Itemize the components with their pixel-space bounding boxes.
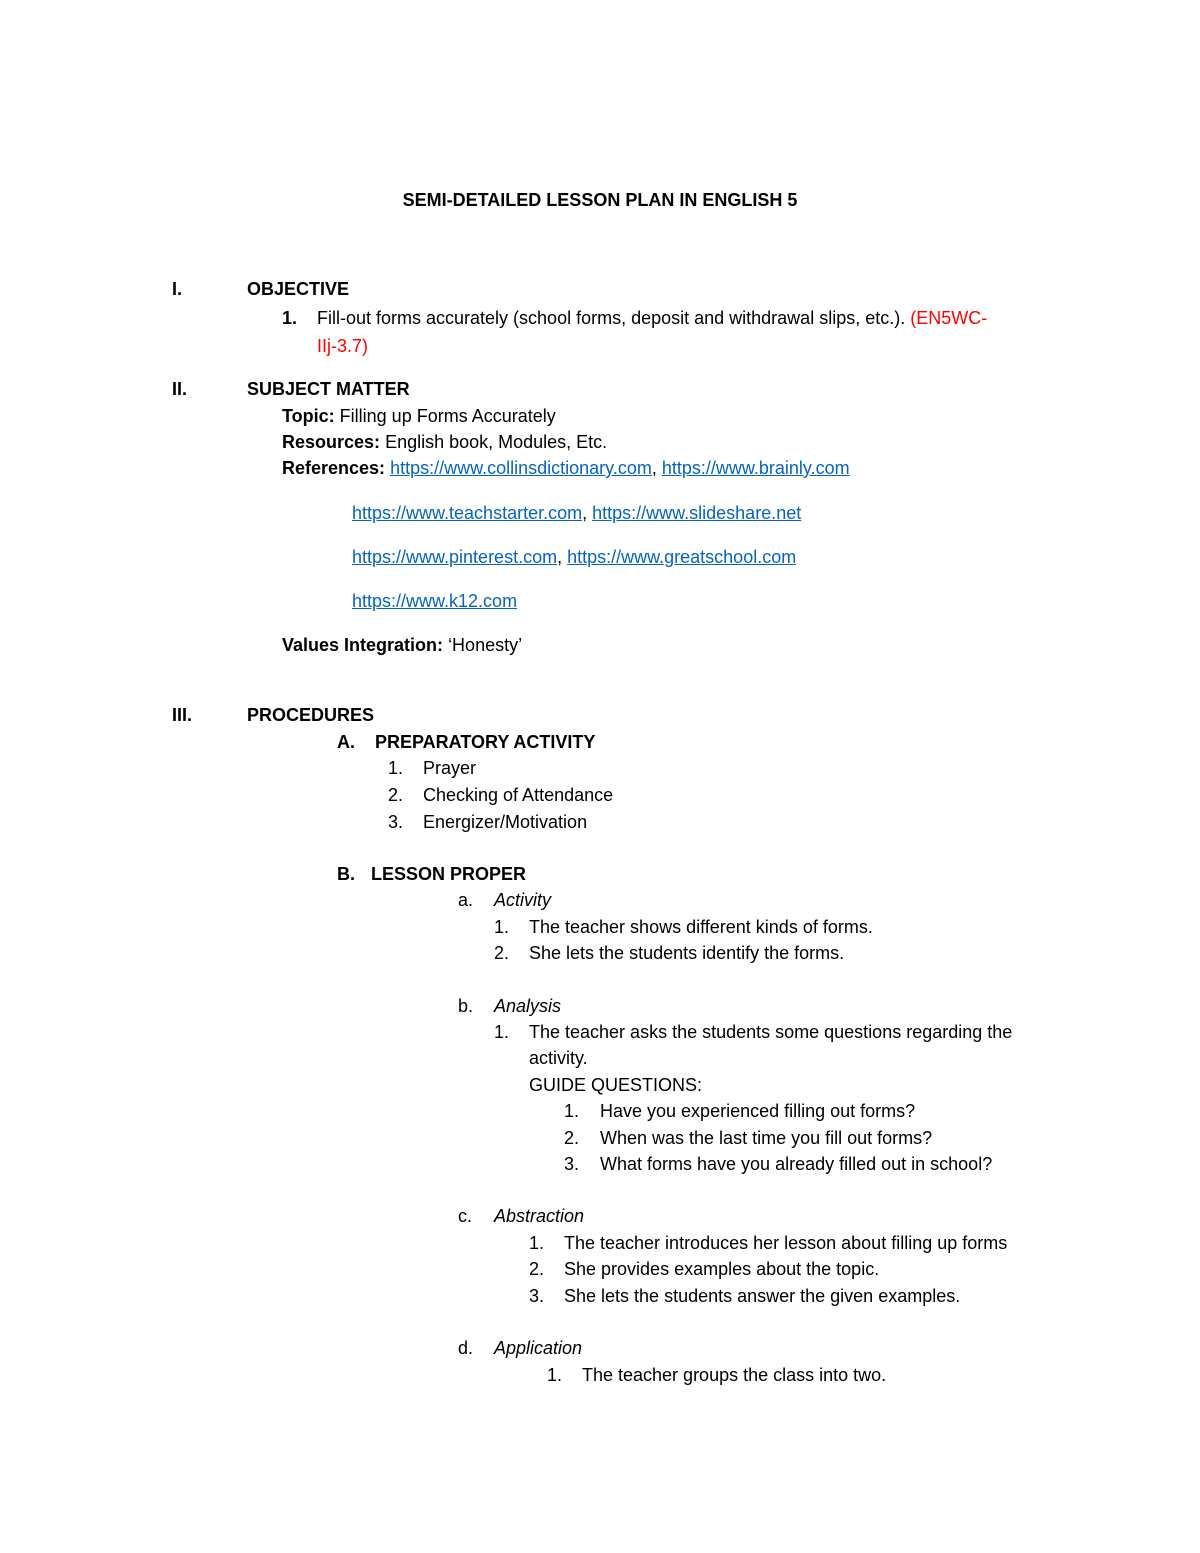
- guide-question-text: Have you experienced filling out forms?: [600, 1101, 916, 1121]
- subsection-heading-preparatory: PREPARATORY ACTIVITY: [375, 732, 596, 752]
- document-title: SEMI-DETAILED LESSON PLAN IN ENGLISH 5: [402, 190, 798, 210]
- reference-link-k12[interactable]: https://www.k12.com: [352, 591, 518, 611]
- list-item-text: She lets the students identify the forms.: [529, 943, 845, 963]
- topic-row: [282, 405, 556, 427]
- part-letter-activity: a.: [458, 890, 474, 910]
- list-item-text: The teacher asks the students some questions regarding the: [529, 1022, 1013, 1042]
- list-item-text: Checking of Attendance: [423, 785, 614, 805]
- list-item: 1.: [388, 758, 404, 778]
- list-item-text: Energizer/Motivation: [423, 812, 588, 832]
- part-label-analysis: Analysis: [494, 996, 562, 1016]
- list-item: 1.: [529, 1233, 545, 1253]
- reference-link-pinterest[interactable]: https://www.pinterest.com: [352, 547, 558, 567]
- section-heading-objective: OBJECTIVE: [247, 279, 350, 299]
- values-integration-row: [282, 634, 522, 656]
- list-item-text: She provides examples about the topic.: [564, 1259, 880, 1279]
- references-row-2: https://www.teachstarter.com, https://www.slideshare.net: [352, 503, 802, 523]
- objective-item-text: Fill-out forms accurately (school forms, deposit and withdrawal slips, etc.). (EN5WC-: [317, 308, 988, 328]
- list-item: 2.: [529, 1259, 545, 1279]
- list-item-text: The teacher shows different kinds of forms.: [529, 917, 873, 937]
- guide-question: 1.: [564, 1101, 580, 1121]
- guide-question-text: When was the last time you fill out forms?: [600, 1128, 933, 1148]
- guide-questions-heading: GUIDE QUESTIONS:: [529, 1075, 703, 1095]
- resources-row: [282, 431, 607, 453]
- section-numeral-procedures: III.: [172, 705, 193, 725]
- part-letter-abstraction: c.: [458, 1206, 473, 1226]
- reference-link-slideshare[interactable]: https://www.slideshare.net: [592, 503, 802, 523]
- part-label-application: Application: [494, 1338, 583, 1358]
- reference-link-greatschool[interactable]: https://www.greatschool.com: [567, 547, 797, 567]
- part-letter-application: d.: [458, 1338, 474, 1358]
- subsection-letter-preparatory: A.: [337, 732, 355, 752]
- section-numeral-subject-matter: II.: [172, 379, 188, 399]
- list-item: 2.: [388, 785, 404, 805]
- list-item: 1.: [547, 1365, 563, 1385]
- topic-label: Topic:: [282, 406, 335, 426]
- list-item-text: She lets the students answer the given examples.: [564, 1286, 961, 1306]
- guide-question-text: What forms have you already filled out in school?: [600, 1154, 993, 1174]
- list-item: 3.: [388, 812, 404, 832]
- values-integration-label: Values Integration:: [282, 635, 444, 655]
- guide-question: 3.: [564, 1154, 580, 1174]
- resources-value: English book, Modules, Etc.: [385, 432, 608, 452]
- section-heading-procedures: PROCEDURES: [247, 705, 375, 725]
- references-row: References: https://www.collinsdictionary.com, https://www.brainly.com: [282, 458, 850, 478]
- section-heading-subject-matter: SUBJECT MATTER: [247, 379, 410, 399]
- list-item-text: The teacher groups the class into two.: [582, 1365, 887, 1385]
- list-item-text: The teacher introduces her lesson about filling up forms: [564, 1233, 1008, 1253]
- list-item-text-continued: activity.: [529, 1048, 588, 1068]
- guide-question: 2.: [564, 1128, 580, 1148]
- subsection-letter-lesson-proper: B.: [337, 864, 355, 884]
- objective-code-continued: IIj-3.7): [317, 336, 369, 356]
- reference-link-brainly[interactable]: https://www.brainly.com: [661, 458, 850, 478]
- list-item: 1.: [494, 1022, 510, 1042]
- objective-item-number: 1.: [282, 308, 298, 328]
- references-row-4: [352, 590, 517, 612]
- objective-code: (EN5WC-: [910, 308, 988, 328]
- list-item: 1.: [494, 917, 510, 937]
- references-row-3: https://www.pinterest.com, https://www.greatschool.com: [352, 547, 797, 567]
- reference-link-teachstarter[interactable]: https://www.teachstarter.com: [352, 503, 583, 523]
- references-label: References:: [282, 458, 386, 478]
- resources-label: Resources:: [282, 432, 381, 452]
- topic-value: Filling up Forms Accurately: [339, 406, 556, 426]
- section-numeral-objective: I.: [172, 279, 183, 299]
- reference-link-collinsdictionary[interactable]: https://www.collinsdictionary.com: [390, 458, 652, 478]
- values-integration-value: ‘Honesty’: [448, 635, 523, 655]
- part-label-abstraction: Abstraction: [494, 1206, 585, 1226]
- subsection-heading-lesson-proper: LESSON PROPER: [371, 864, 527, 884]
- part-label-activity: Activity: [494, 890, 552, 910]
- list-item-text: Prayer: [423, 758, 477, 778]
- part-letter-analysis: b.: [458, 996, 474, 1016]
- list-item: 2.: [494, 943, 510, 963]
- list-item: 3.: [529, 1286, 545, 1306]
